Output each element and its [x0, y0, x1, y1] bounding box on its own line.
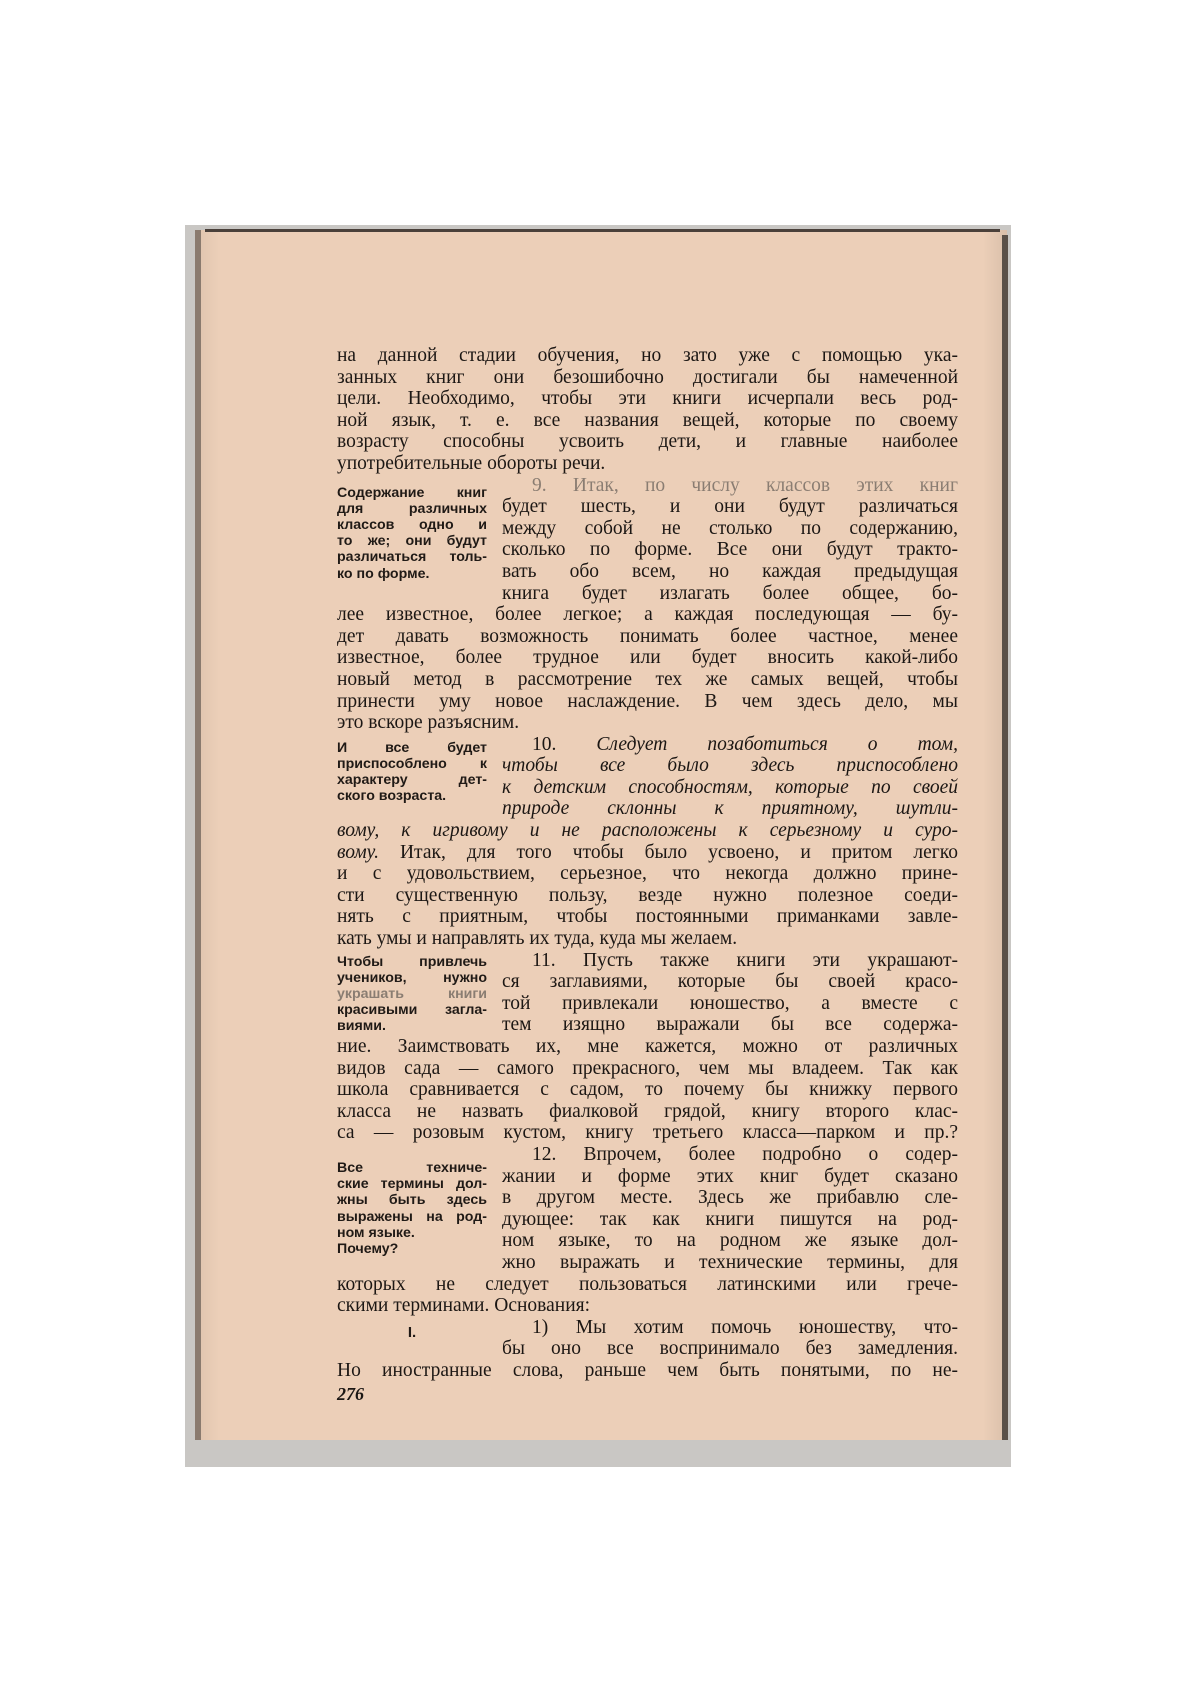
note-line: классов одно и [337, 516, 487, 533]
note-line: жны быть здесь [337, 1192, 487, 1209]
margin-note-9 [337, 475, 487, 582]
section-10-full-text [337, 820, 958, 950]
section-12 [337, 1144, 958, 1274]
margin-note-11 [337, 950, 487, 1035]
text-line: 1) Мы хотим помочь юношеству, что- [532, 1316, 958, 1338]
note-line: ном языке. [337, 1224, 415, 1241]
italic-text: природе склонны к приятному, шутли- [502, 798, 958, 820]
text-line: дет давать возможность понимать более частное, менее [337, 625, 958, 647]
italic-text: вому. [337, 841, 379, 863]
text-line: 9. Итак, по числу классов этих книг [532, 474, 958, 496]
text-line: между собой не столько по содержанию, [502, 517, 958, 539]
section-11-side-text [502, 950, 958, 1036]
note-line: учеников, нужно [337, 969, 487, 986]
text-line: бы оно все воспринимало без замедления. [502, 1338, 958, 1360]
note-line: для различных [337, 500, 487, 517]
text-line: дующее: так как книги пишутся на род- [502, 1208, 958, 1230]
section-9-side-text [502, 475, 958, 605]
text-line: той привлекали юношество, а вместе с [502, 992, 958, 1014]
text-line [337, 820, 958, 842]
section-number: 10. [532, 733, 557, 755]
text-line: лее известное, более легкое; а каждая последующая — бу- [337, 604, 958, 626]
section-11 [337, 950, 958, 1036]
text-line: нять с приятным, чтобы постоянными приманками завле- [337, 906, 958, 928]
text-line: класса не назвать фиалковой грядой, книгу второго клас- [337, 1100, 958, 1122]
text-line: жании и форме этих книг будет сказано [502, 1165, 958, 1187]
note-line: Почему? [337, 1240, 399, 1257]
text-line: которых не следует пользоваться латинскими или грече- [337, 1273, 958, 1295]
section-10-side-text [502, 734, 958, 820]
text-line: сти существенную пользу, везде нужно полезное соеди- [337, 884, 958, 906]
intro-paragraph [337, 345, 958, 475]
italic-text: вому, к игривому и не расположены к серьезному и суро- [337, 820, 958, 842]
page-number: 276 [337, 1384, 364, 1404]
margin-note-12 [337, 1144, 487, 1257]
note-line: ко по форме. [337, 565, 430, 582]
text-line: принести уму новое наслаждение. В чем здесь дело, мы [337, 690, 958, 712]
note-line: выражены на род- [337, 1208, 487, 1225]
text-line [502, 755, 958, 777]
note-line: украшать книги [337, 986, 487, 1003]
text-line: цели. Необходимо, чтобы эти книги исчерпали весь род- [337, 388, 958, 410]
italic-text: Следует позаботиться о том, [596, 733, 959, 755]
note-line: красивыми загла- [337, 1002, 487, 1019]
plain-text: Итак, для того чтобы было усвоено, и притом легко [378, 841, 958, 863]
text-line [502, 777, 958, 799]
text-line: ной язык, т. е. все названия вещей, которые по своему [337, 409, 958, 431]
text-line: сколько по форме. Все они будут тракто- [502, 539, 958, 561]
section-9-full-text [337, 604, 958, 734]
note-line: Все техниче- [337, 1159, 487, 1176]
margin-marker-i: I. [407, 1323, 417, 1341]
text-line: занных книг они безошибочно достигали бы намеченной [337, 366, 958, 388]
note-line: ские термины дол- [337, 1176, 487, 1193]
note-line: ского возраста. [337, 788, 447, 805]
page-edge-right [1002, 235, 1008, 1440]
section-point-1 [337, 1317, 958, 1360]
text-line: на данной стадии обучения, но зато уже с помощью ука- [337, 345, 958, 366]
text-line: са — розовым кустом, книгу третьего класса—парком и пр.? [337, 1122, 958, 1144]
text-line: вать обо всем, но каждая предыдущая [502, 560, 958, 582]
text-line: возрасту способны усвоить дети, и главные наиболее [337, 431, 958, 453]
text-line: Но иностранные слова, раньше чем быть понятыми, по не- [337, 1359, 958, 1381]
text-line: кать умы и направлять их туда, куда мы желаем. [337, 928, 738, 950]
note-line: И все будет [337, 739, 487, 756]
text-line: известное, более трудное или будет вносить какой-либо [337, 647, 958, 669]
section-12-full-text [337, 1274, 958, 1317]
text-line: ся заглавиями, которые бы своей красо- [502, 971, 958, 993]
text-line [337, 842, 958, 864]
note-line: характеру дет- [337, 772, 487, 789]
text-line [502, 734, 958, 756]
note-line: Чтобы привлечь [337, 953, 487, 970]
section-10 [337, 734, 958, 820]
section-9 [337, 475, 958, 605]
page-edge-left [195, 230, 201, 1440]
section-12-side-text [502, 1144, 958, 1274]
page-text [337, 345, 958, 1382]
note-line: приспособлено к [337, 755, 487, 772]
text-line: и с удовольствием, серьезное, что некогда должно прине- [337, 863, 958, 885]
text-line: книга будет излагать более общее, бо- [502, 582, 958, 604]
text-line: употребительные обороты речи. [337, 452, 606, 474]
text-line: будет шесть, и они будут различаться [502, 496, 958, 518]
text-line: жно выражать и технические термины, для [502, 1251, 958, 1273]
margin-note-10 [337, 734, 487, 805]
text-line: 11. Пусть также книги эти украшают- [532, 949, 958, 971]
point-1-side-text [502, 1317, 958, 1360]
section-11-full-text [337, 1036, 958, 1144]
italic-text: чтобы все было здесь приспособлено [502, 755, 958, 777]
note-line: то же; они будут [337, 533, 487, 550]
note-line: Содержание книг [337, 484, 487, 501]
text-line [502, 798, 958, 820]
text-line: видов сада — самого прекрасного, чем мы владеем. Так как [337, 1057, 958, 1079]
text-line: тем изящно выражали бы все содержа- [502, 1014, 958, 1036]
text-line: ние. Заимствовать их, мне кажется, можно от различных [337, 1036, 958, 1057]
text-line: в другом месте. Здесь же прибавлю сле- [502, 1187, 958, 1209]
text-line: скими терминами. Основания: [337, 1295, 591, 1317]
italic-text: к детским способностям, которые по своей [502, 776, 958, 798]
text-line: школа сравнивается с садом, то почему бы книжку первого [337, 1079, 958, 1101]
text-line: ном языке, то на родном же языке дол- [502, 1230, 958, 1252]
top-rule [205, 229, 1000, 232]
text-line: 12. Впрочем, более подробно о содер- [532, 1143, 958, 1165]
text-line: новый метод в рассмотрение тех же самых вещей, чтобы [337, 668, 958, 690]
note-line: различаться толь- [337, 549, 487, 566]
note-line: виями. [337, 1018, 386, 1035]
text-line: это вскоре разъясним. [337, 712, 520, 734]
